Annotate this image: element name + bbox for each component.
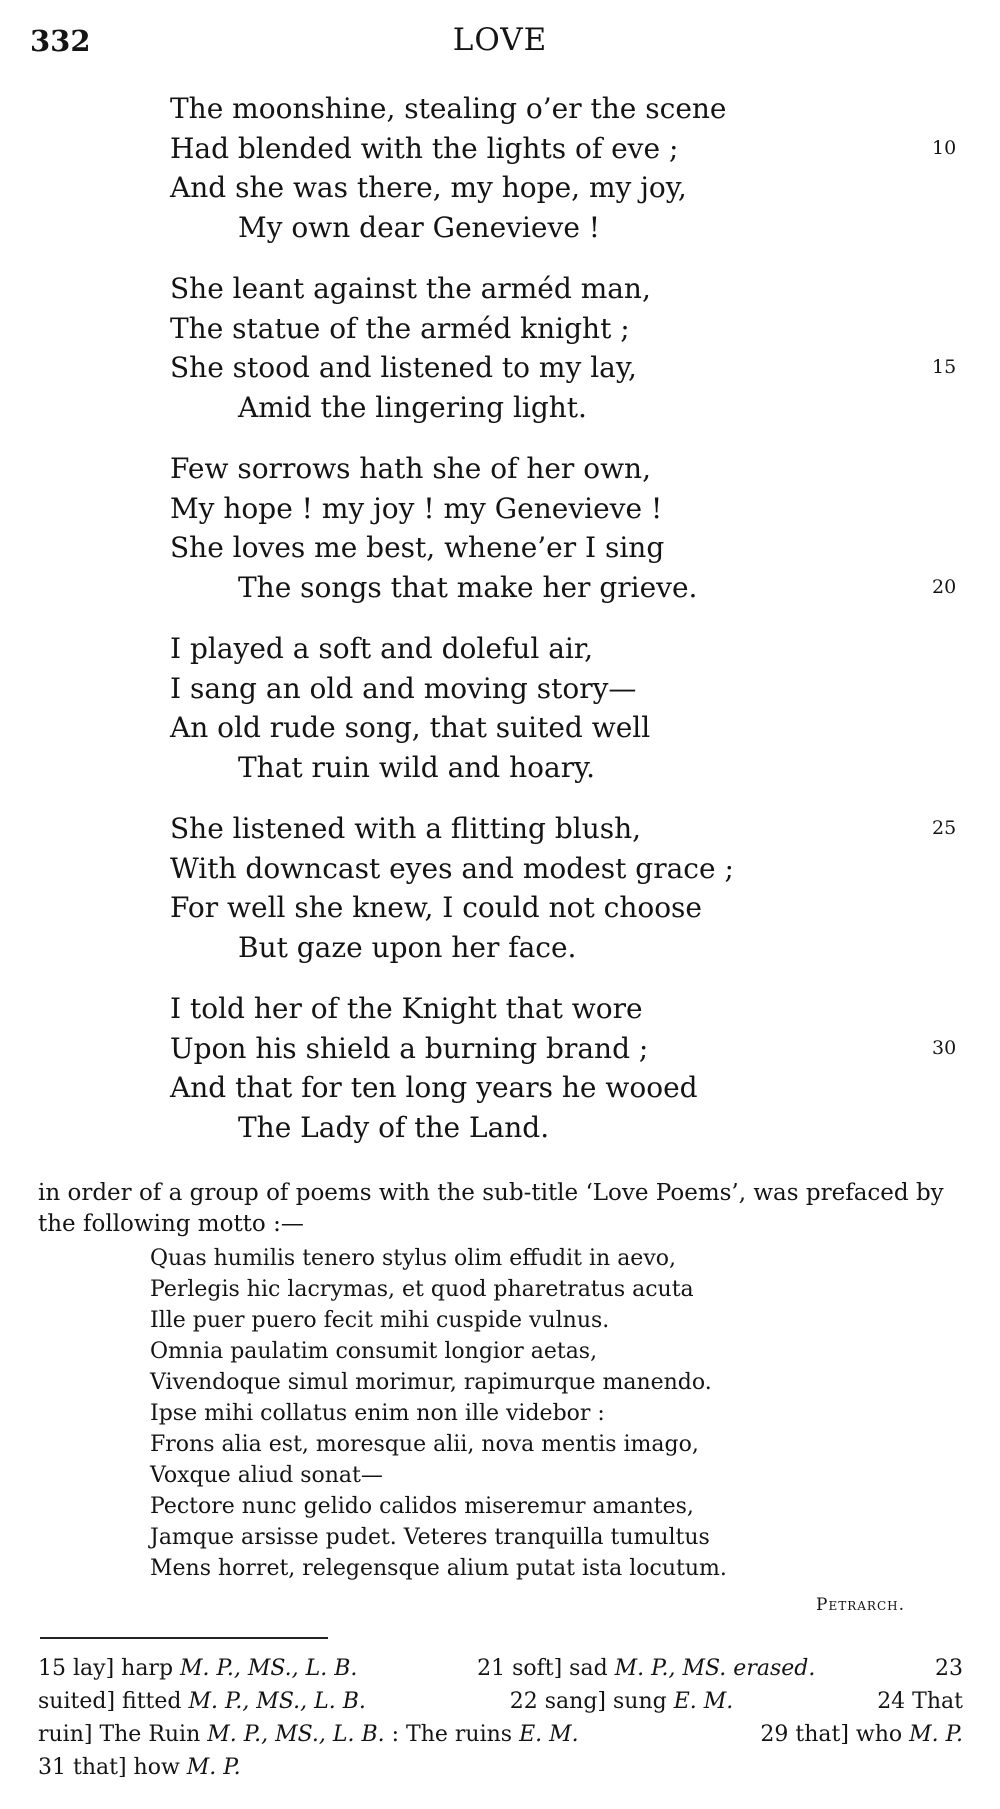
poem-line [170,528,970,568]
poem-line-text: My own dear Genevieve ! [238,210,601,244]
variant-entry [760,1718,963,1751]
motto-line: Vivendoque simul morimur, rapimurque manendo. [150,1370,712,1395]
variant-entry [510,1685,734,1718]
poem-line [170,348,970,388]
variant-source: M. P., MS., L. B. [180,1656,358,1681]
motto-line: Voxque aliud sonat— [150,1463,383,1488]
page-number: 332 [30,24,91,58]
poem-line [170,168,970,208]
poem-line-text: And she was there, my hope, my joy, [170,171,687,204]
poem-line-text: The moonshine, stealing o’er the scene [170,92,727,125]
variant-entry [38,1751,241,1784]
motto-line: Omnia paulatim consumit longior aetas, [150,1339,598,1364]
variant-text: 15 lay] harp [38,1656,181,1681]
poem-line-text: Amid the lingering light. [238,390,587,424]
variant-source: M. P., MS., L. B. [188,1689,366,1714]
poem-line [170,208,970,248]
stanza [170,449,970,607]
variant-text: 24 That [877,1689,963,1714]
variant-entry [38,1652,357,1685]
variant-source: M. P. [186,1755,241,1780]
motto-line: Pectore nunc gelido calidos miseremur amantes, [150,1494,694,1519]
variant-text: suited] fitted [38,1689,189,1714]
motto-block [150,1243,727,1584]
stanza [170,89,970,247]
textual-variants [38,1652,963,1784]
poem-line-text: Upon his shield a burning brand ; [170,1031,649,1065]
page-header [0,20,1000,60]
variant-entry [38,1685,366,1718]
line-number: 10 [932,136,957,159]
poem-line [170,888,970,928]
poem-line-text: I told her of the Knight that wore [170,992,643,1025]
variant-source: M. P., MS. erased. [614,1656,816,1681]
poem-line-text: I played a soft and doleful air, [170,632,594,665]
poem-line [170,1029,970,1069]
variant-text: 22 sang] sung [509,1689,674,1714]
variant-line [38,1652,963,1685]
variant-text: 31 that] how [38,1755,187,1780]
poem-line-text: With downcast eyes and modest grace ; [170,851,734,885]
poem-line-text: That ruin wild and hoary. [238,750,596,784]
motto-line: Ille puer puero fecit mihi cuspide vulnus. [150,1308,610,1333]
poem-line-text: The songs that make her grieve. [238,570,698,604]
poem-line [170,489,970,529]
variant-text: 21 soft] sad [477,1656,615,1681]
variant-line [38,1685,963,1718]
poem-line-text: Had blended with the lights of eve ; [170,131,679,165]
stanza [170,989,970,1147]
line-number: 30 [932,1036,957,1059]
line-number: 25 [932,817,957,839]
poem-line [170,669,970,709]
line-number: 20 [932,575,957,598]
poem-line-text: And that for ten long years he wooed [170,1071,698,1104]
motto-line: Quas humilis tenero stylus olim effudit in aevo, [150,1246,676,1271]
poem-line-text: An old rude song, that suited well [170,711,651,744]
poem-line-text: But gaze upon her face. [238,930,577,964]
variant-line [38,1718,963,1751]
variant-source: M. P., MS., L. B. [207,1722,385,1747]
motto-line: Ipse mihi collatus enim non ille videbor : [150,1401,605,1426]
poem-line [170,1108,970,1148]
variant-entry [38,1718,579,1751]
variant-entry [477,1652,815,1685]
poem-text [170,89,970,1169]
variant-entry [935,1652,963,1685]
stanza [170,809,970,967]
poem-line [170,629,970,669]
poem-line-text: She listened with a flitting blush, [170,812,642,845]
note-intro: in order of a group of poems with the sub-title ‘Love Poems’, was prefaced by the following motto :— [38,1180,944,1237]
footnote-rule [40,1637,328,1639]
poem-line-text: She leant against the arméd man, [170,272,651,305]
poem-line [170,309,970,349]
poem-line [170,708,970,748]
variant-text: : The ruins [384,1722,520,1747]
poem-line [170,129,970,169]
poem-line [170,269,970,309]
motto-attribution: Petrarch. [816,1595,905,1615]
poem-line [170,748,970,788]
variant-source: M. P. [909,1722,963,1747]
poem-line-text: The Lady of the Land. [238,1110,550,1144]
motto-line: Perlegis hic lacrymas, et quod pharetratus acuta [150,1277,694,1302]
poem-line-text: For well she knew, I could not choose [170,891,702,924]
variant-text: 23 [935,1656,963,1681]
motto-line: Mens horret, relegensque alium putat ista locutum. [150,1556,727,1581]
motto-line: Jamque arsisse pudet. Veteres tranquilla tumultus [150,1525,710,1550]
variant-text: 29 that] who [760,1722,910,1747]
poem-line [170,388,970,428]
poem-line-text: The statue of the arméd knight ; [170,311,630,345]
variant-source: E. M. [519,1722,579,1747]
poem-line [170,809,970,849]
poem-line [170,989,970,1029]
variant-line [38,1751,963,1784]
poem-line [170,89,970,129]
stanza [170,269,970,427]
poem-line [170,568,970,608]
poem-line [170,928,970,968]
poem-line [170,1068,970,1108]
line-number: 15 [932,356,957,378]
poem-line [170,449,970,489]
poem-line-text: She loves me best, whene’er I sing [170,531,665,564]
variant-text: ruin] The Ruin [38,1722,208,1747]
motto-line: Frons alia est, moresque alii, nova mentis imago, [150,1432,699,1457]
poem-line-text: Few sorrows hath she of her own, [170,452,651,485]
poem-line-text: She stood and listened to my lay, [170,351,637,384]
poem-line-text: I sang an old and moving story— [170,671,637,705]
poem-line [170,849,970,889]
poem-line-text: My hope ! my joy ! my Genevieve ! [170,491,663,525]
running-head: LOVE [452,22,548,58]
variant-entry [877,1685,963,1718]
variant-source: E. M. [673,1689,734,1714]
stanza [170,629,970,787]
